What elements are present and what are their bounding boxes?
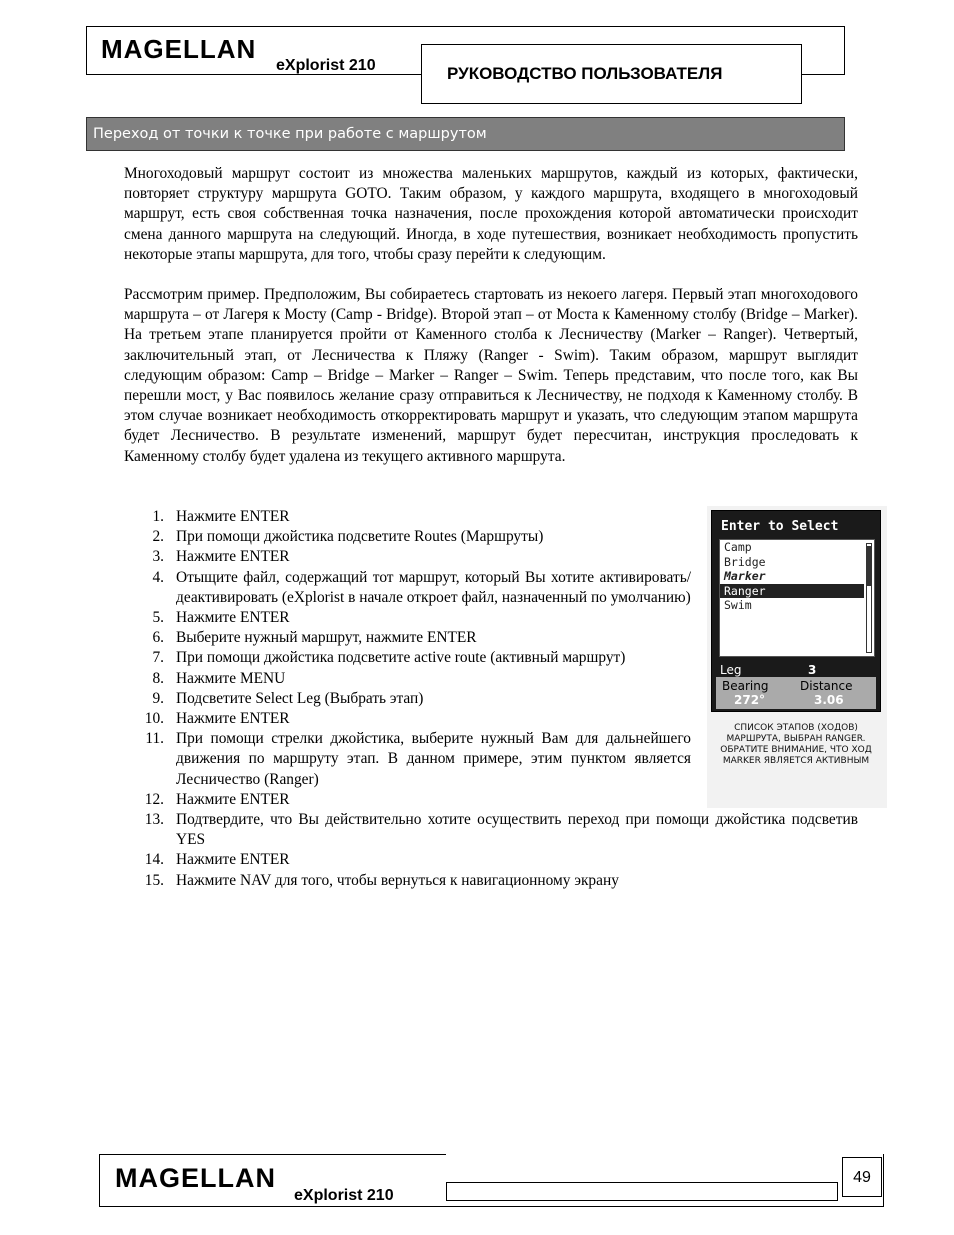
- leg-value: 3: [808, 663, 817, 677]
- step-item: 11. При помощи стрелки джойстика, выберите нужный Вам для дальнейшего движения по маршруту этап. В данном примере, этим пунктом является Лесничество (Ranger): [145, 730, 691, 788]
- distance-label: Distance: [800, 679, 853, 693]
- footer-brand-logo: MAGELLAN: [115, 1163, 276, 1193]
- step-item: 8. Нажмите MENU: [152, 669, 286, 687]
- step-item: 14. Нажмите ENTER: [144, 851, 290, 869]
- list-item: Bridge: [724, 554, 766, 569]
- step-item: 6. Выберите нужный маршрут, нажмите ENTER: [152, 629, 477, 647]
- step-item: 1. Нажмите ENTER: [152, 508, 290, 525]
- figure-caption: СПИСОК ЭТАПОВ (ХОДОВ) МАРШРУТА, ВЫБРАН RANGER. ОБРАТИТЕ ВНИМАНИЕ, ЧТО ХОД MARKER ЯВЛЯЕТСЯ АКТИВНЫМ: [720, 723, 872, 766]
- header-model-name: eXplorist 210: [276, 57, 376, 74]
- section-title: Переход от точки к точке при работе с маршрутом: [86, 117, 845, 151]
- step-item: 3. Нажмите ENTER: [152, 548, 290, 566]
- bearing-value: 272°: [734, 693, 766, 707]
- step-item: 15. Нажмите NAV для того, чтобы вернуться к навигационному экрану: [144, 871, 619, 889]
- list-item-selected: Ranger: [720, 584, 864, 599]
- list-item: Camp: [724, 540, 752, 554]
- list-item-active: Marker: [724, 569, 766, 583]
- scrollbar: [866, 543, 872, 653]
- paragraph-example: Рассмотрим пример. Предположим, Вы собираетесь стартовать из некоего лагеря. Первый этап многоходового маршрута – от Лагеря к Мосту (Camp - Bridge). Второй этап – от Моста к Каменному столбу (Bridge – Marker). На третьем этапе планируется пройти от Каменного столба к Лесничеству (Marker – Ranger). Четвертый, заключительный этап, от Лесничества к Пляжу (Ranger - Swim). Таким образом, маршрут выглядит следующим образом: Camp – Bridge – Marker – Ranger – Swim. Теперь представим, что после того, как Вы перешли мост, у Вас появилось желание сразу отправиться к Лесничеству, не подходя к Каменному столбу. В этом случае возникает необходимость откорректировать маршрут и указать, что следующим этапом маршрута будет Лесничество. В результате изменений, маршрут будет пересчитан, инструкция проследовать к Каменному столбу будет удалена из текущего активного маршрута.: [124, 286, 858, 465]
- footer-model-name: eXplorist 210: [294, 1187, 394, 1204]
- distance-value: 3.06: [814, 693, 844, 707]
- step-item: 13. Подтвердите, что Вы действительно хотите осуществить переход при помощи джойстика подсветив YES: [144, 811, 858, 849]
- scrollbar-thumb: [867, 546, 871, 586]
- header-manual-title: РУКОВОДСТВО ПОЛЬЗОВАТЕЛЯ: [421, 44, 802, 104]
- step-item: 4. Отыщите файл, содержащий тот маршрут, который Вы хотите активировать/деактивировать (eXplorist в начале откроет файл, назначенный по умолчанию): [152, 568, 691, 606]
- device-screenshot-figure: [707, 506, 887, 808]
- step-item: 7. При помощи джойстика подсветите active route (активный маршрут): [152, 649, 626, 667]
- header-brand-logo: MAGELLAN: [101, 34, 257, 64]
- info-panel: [716, 677, 876, 709]
- step-item: 2. При помощи джойстика подсветите Routes (Маршруты): [152, 528, 544, 546]
- step-item: 12. Нажмите ENTER: [144, 790, 290, 808]
- step-item: 9. Подсветите Select Leg (Выбрать этап): [152, 689, 424, 707]
- step-item: 10. Нажмите ENTER: [144, 710, 290, 728]
- leg-label: Leg: [720, 663, 742, 677]
- step-item: 5. Нажмите ENTER: [152, 609, 290, 627]
- device-screen: [711, 510, 881, 712]
- footer-bar: [446, 1182, 838, 1201]
- paragraph-intro: Многоходовый маршрут состоит из множества маленьких маршрутов, каждый из которых, фактически, повторяет структуру маршрута GOTO. Таким образом, у каждого маршрута, входящего в многоходовый маршрут, есть своя собственная точка назначения, после прохождения которой автоматически происходит смена данного маршрута на следующий. Иногда, в ходе путешествия, возникает необходимость пропустить некоторые этапы маршрута, для того, чтобы сразу перейти к следующим.: [124, 165, 858, 263]
- route-leg-list: [719, 539, 875, 657]
- bearing-label: Bearing: [722, 679, 769, 693]
- page-number: 49: [842, 1157, 882, 1197]
- screen-title: Enter to Select: [721, 519, 839, 534]
- list-item: Swim: [724, 598, 752, 612]
